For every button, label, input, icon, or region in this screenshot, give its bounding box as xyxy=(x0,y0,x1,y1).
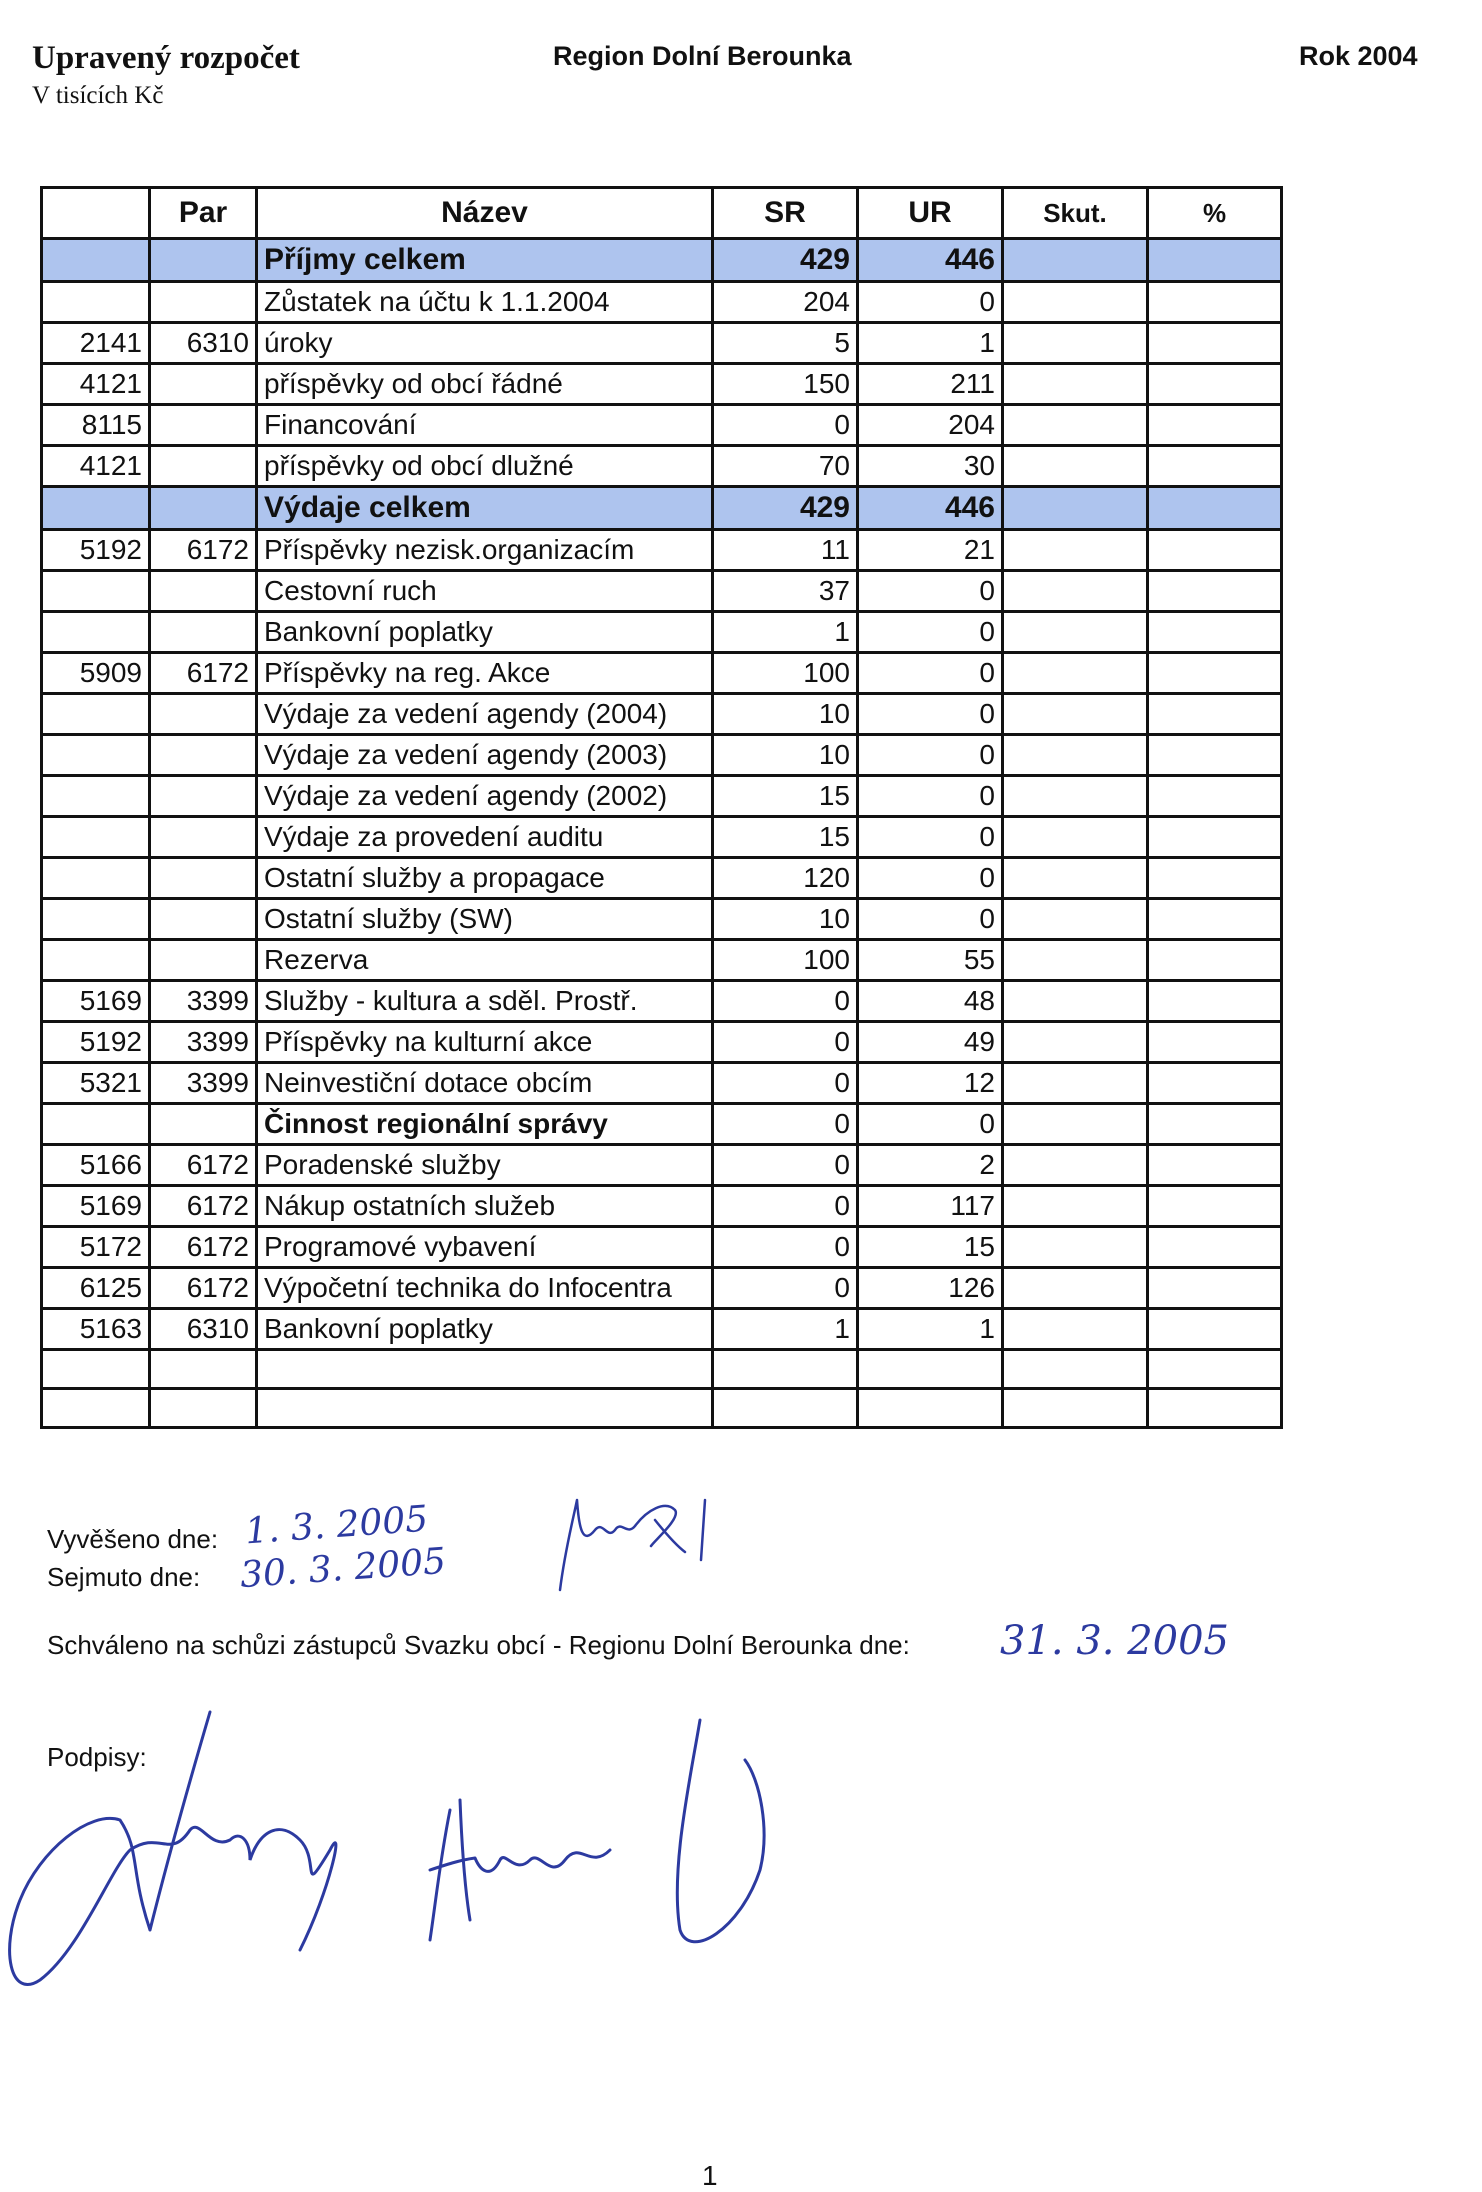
cell-sr: 100 xyxy=(713,940,858,981)
posted-date-handwritten: 1. 3. 2005 xyxy=(243,1498,430,1553)
cell-nazev: Výdaje za vedení agendy (2004) xyxy=(257,694,713,735)
cell-sr: 11 xyxy=(713,530,858,571)
cell-pol xyxy=(42,487,150,530)
cell-nazev: Výpočetní technika do Infocentra xyxy=(257,1268,713,1309)
cell-par xyxy=(150,899,257,940)
cell-sr: 0 xyxy=(713,1022,858,1063)
cell-skut xyxy=(1003,940,1148,981)
cell-pol xyxy=(42,858,150,899)
cell-skut xyxy=(1003,981,1148,1022)
cell-sr: 0 xyxy=(713,1227,858,1268)
currency-unit: V tisících Kč xyxy=(32,82,164,109)
cell-skut xyxy=(1003,1104,1148,1145)
official-signature-drawing xyxy=(555,1490,735,1600)
cell-par xyxy=(150,612,257,653)
cell-percent xyxy=(1148,899,1282,940)
cell-nazev: Výdaje za provedení auditu xyxy=(257,817,713,858)
cell-par xyxy=(150,364,257,405)
cell-sr: 0 xyxy=(713,1104,858,1145)
cell-nazev: Neinvestiční dotace obcím xyxy=(257,1063,713,1104)
cell-percent xyxy=(1148,612,1282,653)
table-row xyxy=(42,446,1282,487)
cell-sr: 15 xyxy=(713,817,858,858)
cell-sr: 37 xyxy=(713,571,858,612)
cell-par: 6310 xyxy=(150,1309,257,1350)
cell-ur: 0 xyxy=(858,817,1003,858)
cell-sr: 15 xyxy=(713,776,858,817)
cell-nazev: Příjmy celkem xyxy=(257,239,713,282)
cell-par: 3399 xyxy=(150,1063,257,1104)
cell-percent xyxy=(1148,694,1282,735)
cell-ur: 446 xyxy=(858,239,1003,282)
cell-percent xyxy=(1148,1268,1282,1309)
cell-par: 6172 xyxy=(150,1227,257,1268)
cell-ur: 0 xyxy=(858,612,1003,653)
table-row xyxy=(42,1145,1282,1186)
cell-ur: 21 xyxy=(858,530,1003,571)
cell-pol xyxy=(42,899,150,940)
cell-ur: 0 xyxy=(858,694,1003,735)
cell-par: 6172 xyxy=(150,653,257,694)
cell-sr: 0 xyxy=(713,1145,858,1186)
cell-ur: 15 xyxy=(858,1227,1003,1268)
cell-pol: 5169 xyxy=(42,981,150,1022)
cell-percent xyxy=(1148,446,1282,487)
table-row xyxy=(42,530,1282,571)
cell-skut xyxy=(1003,1022,1148,1063)
cell-sr: 0 xyxy=(713,1063,858,1104)
cell-par xyxy=(150,1389,257,1428)
table-row xyxy=(42,694,1282,735)
cell-skut xyxy=(1003,1309,1148,1350)
cell-percent xyxy=(1148,1063,1282,1104)
cell-nazev: Nákup ostatních služeb xyxy=(257,1186,713,1227)
cell-ur: 48 xyxy=(858,981,1003,1022)
cell-pol: 4121 xyxy=(42,364,150,405)
signatures-label: Podpisy: xyxy=(47,1742,147,1772)
cell-skut xyxy=(1003,364,1148,405)
cell-par: 3399 xyxy=(150,1022,257,1063)
cell-pol xyxy=(42,1104,150,1145)
approval-text: Schváleno na schůzi zástupců Svazku obcí - Regionu Dolní Berounka dne: xyxy=(47,1630,910,1660)
column-header-percent: % xyxy=(1148,188,1282,239)
cell-percent xyxy=(1148,858,1282,899)
cell-percent xyxy=(1148,282,1282,323)
table-row xyxy=(42,1268,1282,1309)
cell-par: 6172 xyxy=(150,1145,257,1186)
cell-par: 6172 xyxy=(150,1268,257,1309)
cell-skut xyxy=(1003,1186,1148,1227)
cell-skut xyxy=(1003,571,1148,612)
cell-skut xyxy=(1003,1389,1148,1428)
cell-nazev: Zůstatek na účtu k 1.1.2004 xyxy=(257,282,713,323)
cell-nazev: Služby - kultura a sděl. Prostř. xyxy=(257,981,713,1022)
table-row xyxy=(42,323,1282,364)
cell-ur xyxy=(858,1389,1003,1428)
cell-percent xyxy=(1148,653,1282,694)
budget-table-body xyxy=(42,239,1282,1428)
cell-pol xyxy=(42,735,150,776)
cell-sr: 120 xyxy=(713,858,858,899)
cell-ur: 49 xyxy=(858,1022,1003,1063)
cell-sr: 1 xyxy=(713,612,858,653)
cell-percent xyxy=(1148,323,1282,364)
empty-row xyxy=(42,1350,1282,1389)
cell-pol xyxy=(42,817,150,858)
cell-nazev xyxy=(257,1389,713,1428)
cell-par xyxy=(150,239,257,282)
cell-par xyxy=(150,1350,257,1389)
cell-ur: 0 xyxy=(858,282,1003,323)
cell-pol: 5169 xyxy=(42,1186,150,1227)
cell-pol xyxy=(42,940,150,981)
cell-par xyxy=(150,858,257,899)
cell-ur: 30 xyxy=(858,446,1003,487)
cell-sr: 204 xyxy=(713,282,858,323)
cell-pol: 2141 xyxy=(42,323,150,364)
cell-par xyxy=(150,487,257,530)
cell-pol xyxy=(42,776,150,817)
cell-nazev: Příspěvky nezisk.organizacím xyxy=(257,530,713,571)
cell-nazev: Výdaje za vedení agendy (2003) xyxy=(257,735,713,776)
cell-nazev: Příspěvky na kulturní akce xyxy=(257,1022,713,1063)
cell-skut xyxy=(1003,405,1148,446)
cell-nazev: příspěvky od obcí dlužné xyxy=(257,446,713,487)
cell-nazev xyxy=(257,1350,713,1389)
cell-sr: 0 xyxy=(713,1268,858,1309)
cell-sr: 429 xyxy=(713,487,858,530)
cell-nazev: Činnost regionální správy xyxy=(257,1104,713,1145)
column-header-skut: Skut. xyxy=(1003,188,1148,239)
cell-skut xyxy=(1003,1268,1148,1309)
cell-nazev: Programové vybavení xyxy=(257,1227,713,1268)
table-row xyxy=(42,1022,1282,1063)
cell-pol: 5321 xyxy=(42,1063,150,1104)
cell-ur: 1 xyxy=(858,323,1003,364)
cell-skut xyxy=(1003,858,1148,899)
document-title: Upravený rozpočet xyxy=(32,40,300,76)
cell-skut xyxy=(1003,530,1148,571)
column-header-ur: UR xyxy=(858,188,1003,239)
cell-skut xyxy=(1003,776,1148,817)
cell-pol xyxy=(42,282,150,323)
cell-skut xyxy=(1003,239,1148,282)
cell-skut xyxy=(1003,612,1148,653)
cell-percent xyxy=(1148,1104,1282,1145)
budget-year: Rok 2004 xyxy=(1299,41,1418,71)
approval-date-handwritten: 31. 3. 2005 xyxy=(1000,1618,1230,1664)
cell-ur xyxy=(858,1350,1003,1389)
table-header-row xyxy=(42,188,1282,239)
cell-nazev: Rezerva xyxy=(257,940,713,981)
cell-nazev: Ostatní služby (SW) xyxy=(257,899,713,940)
cell-par xyxy=(150,694,257,735)
posting-info xyxy=(47,1520,218,1596)
cell-skut xyxy=(1003,487,1148,530)
cell-skut xyxy=(1003,899,1148,940)
cell-ur: 211 xyxy=(858,364,1003,405)
handwritten-signatures-drawing xyxy=(0,1700,780,2010)
cell-par xyxy=(150,1104,257,1145)
cell-sr: 0 xyxy=(713,405,858,446)
cell-percent xyxy=(1148,1309,1282,1350)
total-row xyxy=(42,239,1282,282)
cell-percent xyxy=(1148,1186,1282,1227)
cell-pol xyxy=(42,571,150,612)
cell-percent xyxy=(1148,735,1282,776)
table-row xyxy=(42,653,1282,694)
cell-par xyxy=(150,940,257,981)
column-header-pol xyxy=(42,188,150,239)
cell-nazev: Bankovní poplatky xyxy=(257,1309,713,1350)
cell-percent xyxy=(1148,530,1282,571)
cell-skut xyxy=(1003,1063,1148,1104)
cell-percent xyxy=(1148,817,1282,858)
cell-skut xyxy=(1003,323,1148,364)
cell-ur: 0 xyxy=(858,1104,1003,1145)
cell-sr: 10 xyxy=(713,899,858,940)
cell-par xyxy=(150,282,257,323)
cell-par: 6310 xyxy=(150,323,257,364)
cell-pol: 5166 xyxy=(42,1145,150,1186)
cell-pol xyxy=(42,1350,150,1389)
cell-pol: 4121 xyxy=(42,446,150,487)
cell-sr: 70 xyxy=(713,446,858,487)
cell-nazev: Příspěvky na reg. Akce xyxy=(257,653,713,694)
cell-pol: 5909 xyxy=(42,653,150,694)
posted-label: Vyvěšeno dne: xyxy=(47,1524,219,1554)
cell-sr: 5 xyxy=(713,323,858,364)
cell-ur: 126 xyxy=(858,1268,1003,1309)
cell-sr: 10 xyxy=(713,735,858,776)
cell-pol xyxy=(42,239,150,282)
column-header-nazev: Název xyxy=(257,188,713,239)
cell-percent xyxy=(1148,1350,1282,1389)
cell-par: 6172 xyxy=(150,530,257,571)
cell-nazev: Výdaje za vedení agendy (2002) xyxy=(257,776,713,817)
cell-pol: 5172 xyxy=(42,1227,150,1268)
cell-skut xyxy=(1003,1350,1148,1389)
removed-label: Sejmuto dne: xyxy=(47,1562,201,1592)
cell-nazev: úroky xyxy=(257,323,713,364)
cell-ur: 2 xyxy=(858,1145,1003,1186)
cell-percent xyxy=(1148,1389,1282,1428)
table-row xyxy=(42,981,1282,1022)
cell-nazev: Cestovní ruch xyxy=(257,571,713,612)
cell-percent xyxy=(1148,1022,1282,1063)
cell-ur: 0 xyxy=(858,776,1003,817)
table-row xyxy=(42,405,1282,446)
cell-sr: 0 xyxy=(713,1186,858,1227)
cell-skut xyxy=(1003,446,1148,487)
cell-ur: 0 xyxy=(858,735,1003,776)
table-row xyxy=(42,1227,1282,1268)
cell-pol: 8115 xyxy=(42,405,150,446)
table-row xyxy=(42,282,1282,323)
cell-percent xyxy=(1148,571,1282,612)
table-row xyxy=(42,735,1282,776)
cell-skut xyxy=(1003,282,1148,323)
cell-par xyxy=(150,735,257,776)
cell-pol: 5192 xyxy=(42,530,150,571)
table-row xyxy=(42,1309,1282,1350)
cell-skut xyxy=(1003,653,1148,694)
cell-nazev: Poradenské služby xyxy=(257,1145,713,1186)
cell-par xyxy=(150,776,257,817)
cell-skut xyxy=(1003,694,1148,735)
cell-pol: 6125 xyxy=(42,1268,150,1309)
table-row xyxy=(42,817,1282,858)
cell-sr: 429 xyxy=(713,239,858,282)
cell-percent xyxy=(1148,1227,1282,1268)
empty-row xyxy=(42,1389,1282,1428)
cell-percent xyxy=(1148,364,1282,405)
cell-skut xyxy=(1003,1145,1148,1186)
budget-table xyxy=(40,186,1283,1429)
cell-skut xyxy=(1003,1227,1148,1268)
cell-sr: 10 xyxy=(713,694,858,735)
cell-pol: 5192 xyxy=(42,1022,150,1063)
cell-pol xyxy=(42,694,150,735)
table-row xyxy=(42,571,1282,612)
table-row xyxy=(42,1063,1282,1104)
page-number: 1 xyxy=(702,2160,718,2191)
cell-percent xyxy=(1148,776,1282,817)
cell-ur: 446 xyxy=(858,487,1003,530)
cell-pol: 5163 xyxy=(42,1309,150,1350)
cell-par xyxy=(150,571,257,612)
cell-ur: 0 xyxy=(858,571,1003,612)
cell-sr: 150 xyxy=(713,364,858,405)
cell-par xyxy=(150,405,257,446)
cell-percent xyxy=(1148,405,1282,446)
cell-ur: 0 xyxy=(858,858,1003,899)
cell-percent xyxy=(1148,981,1282,1022)
cell-par xyxy=(150,446,257,487)
cell-ur: 117 xyxy=(858,1186,1003,1227)
cell-percent xyxy=(1148,940,1282,981)
cell-sr: 0 xyxy=(713,981,858,1022)
cell-sr: 100 xyxy=(713,653,858,694)
cell-par: 6172 xyxy=(150,1186,257,1227)
removed-date-handwritten: 30. 3. 2005 xyxy=(238,1540,448,1597)
cell-skut xyxy=(1003,735,1148,776)
cell-nazev: Bankovní poplatky xyxy=(257,612,713,653)
table-row xyxy=(42,1104,1282,1145)
cell-ur: 0 xyxy=(858,899,1003,940)
column-header-par: Par xyxy=(150,188,257,239)
cell-nazev: příspěvky od obcí řádné xyxy=(257,364,713,405)
cell-ur: 12 xyxy=(858,1063,1003,1104)
cell-pol xyxy=(42,1389,150,1428)
cell-sr xyxy=(713,1350,858,1389)
cell-sr xyxy=(713,1389,858,1428)
table-row xyxy=(42,612,1282,653)
cell-percent xyxy=(1148,487,1282,530)
table-row xyxy=(42,1186,1282,1227)
table-row xyxy=(42,940,1282,981)
column-header-sr: SR xyxy=(713,188,858,239)
cell-par xyxy=(150,817,257,858)
cell-nazev: Ostatní služby a propagace xyxy=(257,858,713,899)
cell-pol xyxy=(42,612,150,653)
total-row xyxy=(42,487,1282,530)
table-row xyxy=(42,364,1282,405)
cell-ur: 0 xyxy=(858,653,1003,694)
cell-nazev: Výdaje celkem xyxy=(257,487,713,530)
cell-nazev: Financování xyxy=(257,405,713,446)
table-row xyxy=(42,858,1282,899)
region-name: Region Dolní Berounka xyxy=(553,41,852,71)
cell-percent xyxy=(1148,1145,1282,1186)
cell-par: 3399 xyxy=(150,981,257,1022)
cell-skut xyxy=(1003,817,1148,858)
cell-sr: 1 xyxy=(713,1309,858,1350)
cell-ur: 55 xyxy=(858,940,1003,981)
cell-percent xyxy=(1148,239,1282,282)
cell-ur: 1 xyxy=(858,1309,1003,1350)
cell-ur: 204 xyxy=(858,405,1003,446)
table-row xyxy=(42,899,1282,940)
table-row xyxy=(42,776,1282,817)
